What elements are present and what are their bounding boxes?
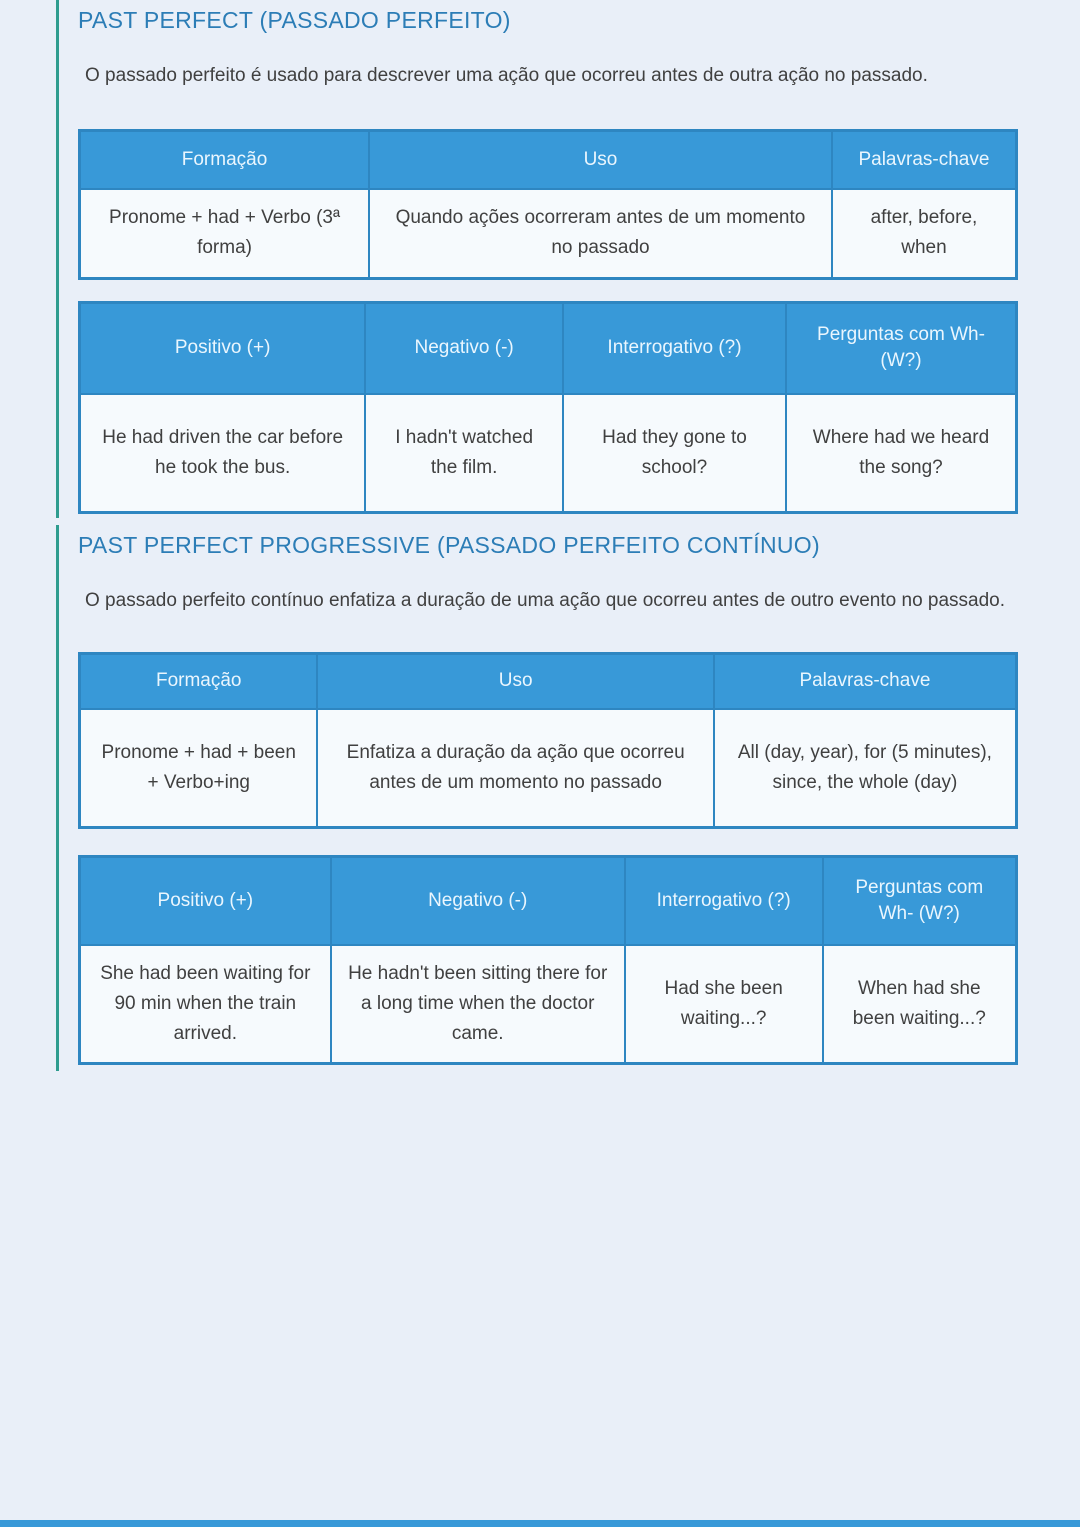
table-header-row — [80, 654, 1017, 709]
table-row — [80, 394, 1017, 513]
table-row — [80, 709, 1017, 828]
table-header-row — [80, 131, 1017, 189]
section-past-perfect — [56, 0, 1041, 518]
col-header-uso: Uso — [369, 131, 832, 189]
col-header-interrogativo: Interrogativo (?) — [563, 303, 786, 394]
table-row — [80, 945, 1017, 1064]
cell-uso: Quando ações ocorreram antes de um momento no passado — [369, 189, 832, 279]
col-header-palavras-chave: Palavras-chave — [714, 654, 1017, 709]
col-header-interrogativo: Interrogativo (?) — [625, 857, 823, 945]
cell-formacao: Pronome + had + Verbo (3ª forma) — [80, 189, 370, 279]
col-header-palavras-chave: Palavras-chave — [832, 131, 1017, 189]
col-header-formacao: Formação — [80, 131, 370, 189]
cell-palavras-chave: after, before, when — [832, 189, 1017, 279]
cell-negativo-example: I hadn't watched the film. — [365, 394, 563, 513]
cell-perguntas-wh-example: Where had we heard the song? — [786, 394, 1017, 513]
examples-table — [78, 855, 1018, 1065]
section-title-past-perfect-progressive: PAST PERFECT PROGRESSIVE (PASSADO PERFEITO CONTÍNUO) — [78, 532, 820, 558]
cell-negativo-example: He hadn't been sitting there for a long time when the doctor came. — [331, 945, 625, 1064]
cell-perguntas-wh-example: When had she been waiting...? — [823, 945, 1017, 1064]
col-header-formacao: Formação — [80, 654, 318, 709]
next-page-edge — [0, 1520, 1080, 1527]
cell-interrogativo-example: Had they gone to school? — [563, 394, 786, 513]
col-header-negativo: Negativo (-) — [365, 303, 563, 394]
cell-interrogativo-example: Had she been waiting...? — [625, 945, 823, 1064]
section-title-past-perfect: PAST PERFECT (PASSADO PERFEITO) — [78, 7, 511, 33]
col-header-negativo: Negativo (-) — [331, 857, 625, 945]
col-header-positivo: Positivo (+) — [80, 857, 331, 945]
cell-uso: Enfatiza a duração da ação que ocorreu antes de um momento no passado — [317, 709, 713, 828]
table-header-row — [80, 857, 1017, 945]
cell-positivo-example: She had been waiting for 90 min when the train arrived. — [80, 945, 331, 1064]
section-description: O passado perfeito contínuo enfatiza a duração de uma ação que ocorreu antes de outro evento no passado. — [85, 590, 1006, 611]
cell-positivo-example: He had driven the car before he took the bus. — [80, 394, 366, 513]
table-header-row — [80, 303, 1017, 394]
formation-usage-table — [78, 652, 1018, 829]
col-header-perguntas-wh: Perguntas com Wh- (W?) — [823, 857, 1017, 945]
examples-table — [78, 301, 1018, 514]
section-past-perfect-progressive — [56, 525, 1041, 1071]
cell-formacao: Pronome + had + been + Verbo+ing — [80, 709, 318, 828]
section-description: O passado perfeito é usado para descrever uma ação que ocorreu antes de outra ação no passado. — [85, 65, 928, 86]
cell-palavras-chave: All (day, year), for (5 minutes), since, the whole (day) — [714, 709, 1017, 828]
table-row — [80, 189, 1017, 279]
col-header-uso: Uso — [317, 654, 713, 709]
formation-usage-table — [78, 129, 1018, 280]
col-header-positivo: Positivo (+) — [80, 303, 366, 394]
col-header-perguntas-wh: Perguntas com Wh- (W?) — [786, 303, 1017, 394]
